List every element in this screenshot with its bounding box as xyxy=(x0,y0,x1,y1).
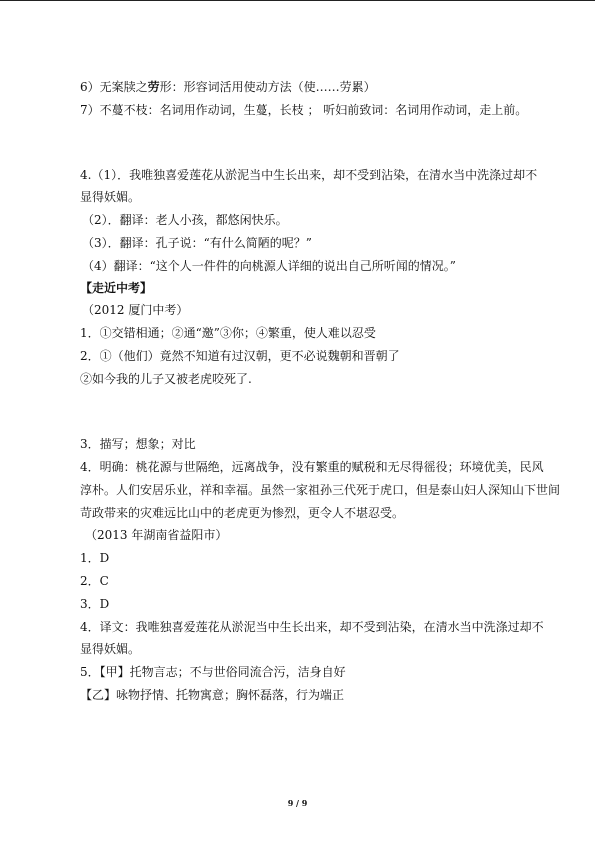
answer-2-2013: 2．C xyxy=(80,574,109,588)
answer-1-2012: 1．①交错相通；②通“邀”③你；④繁重，使人难以忍受 xyxy=(80,326,376,340)
answer-3-2012: 3．描写；想象；对比 xyxy=(80,437,196,451)
answer-4-2012-line1: 4．明确：桃花源与世隔绝，远离战争，没有繁重的赋税和无尽得徭役；环境优美，民风 xyxy=(80,460,544,474)
text-line-6: （3）．翻译：孔子说：“有什么简陋的呢？” xyxy=(82,236,312,250)
text-line-2: 7）不蔓不枝：名词用作动词，生蔓，长枝 ； 听妇前致词：名词用作动词，走上前。 xyxy=(80,103,528,117)
answer-1-2013: 1．D xyxy=(80,551,110,565)
text-line-3: 4.（1）．我唯独喜爱莲花从淤泥当中生长出来，却不受到沾染，在清水当中洗涤过却不 xyxy=(80,168,538,182)
answer-2b-2012: ②如今我的儿子又被老虎咬死了. xyxy=(80,372,252,386)
source-label-2012: （2012 厦门中考） xyxy=(82,303,189,317)
answer-5-2013: 5．【甲】托物言志；不与世俗同流合污，洁身自好 xyxy=(80,665,346,679)
answer-4-2013-line1: 4．译文：我唯独喜爱莲花从淤泥当中生长出来，却不受到沾染，在清水当中洗涤过却不 xyxy=(80,620,544,634)
answer-4-2012-line2: 淳朴。人们安居乐业，祥和幸福。虽然一家祖孙三代死于虎口，但是泰山妇人深知山下世间 xyxy=(80,483,561,497)
answer-4-2012-line3: 苛政带来的灾难远比山中的老虎更为惨烈，更令人不堪忍受。 xyxy=(80,506,405,520)
section-heading: 【走近中考】 xyxy=(80,281,153,295)
text-line-7: （4）翻译：“这个人一件件的向桃源人详细的说出自己所听闻的情况。” xyxy=(82,259,456,273)
text-line-5: （2）．翻译：老人小孩，都悠闲快乐。 xyxy=(82,213,288,227)
source-label-2013: （2013 年湖南省益阳市） xyxy=(85,528,228,542)
answer-5b-2013: 【乙】咏物抒情、托物寓意；胸怀磊落，行为端正 xyxy=(80,688,345,702)
bold-char: 劳 xyxy=(147,80,160,94)
text-line-4: 显得妖媚。 xyxy=(80,190,141,204)
answer-4-2013-line2: 显得妖媚。 xyxy=(80,642,141,656)
text-line-1: 6）无案牍之劳形：形容词活用使动方法（使……劳累） xyxy=(80,80,376,94)
answer-2-2012: 2．①（他们）竟然不知道有过汉朝，更不必说魏朝和晋朝了 xyxy=(80,349,400,363)
header-rule xyxy=(0,0,595,1)
answer-3-2013: 3．D xyxy=(80,597,110,611)
page-number: 9 / 9 xyxy=(287,798,308,808)
